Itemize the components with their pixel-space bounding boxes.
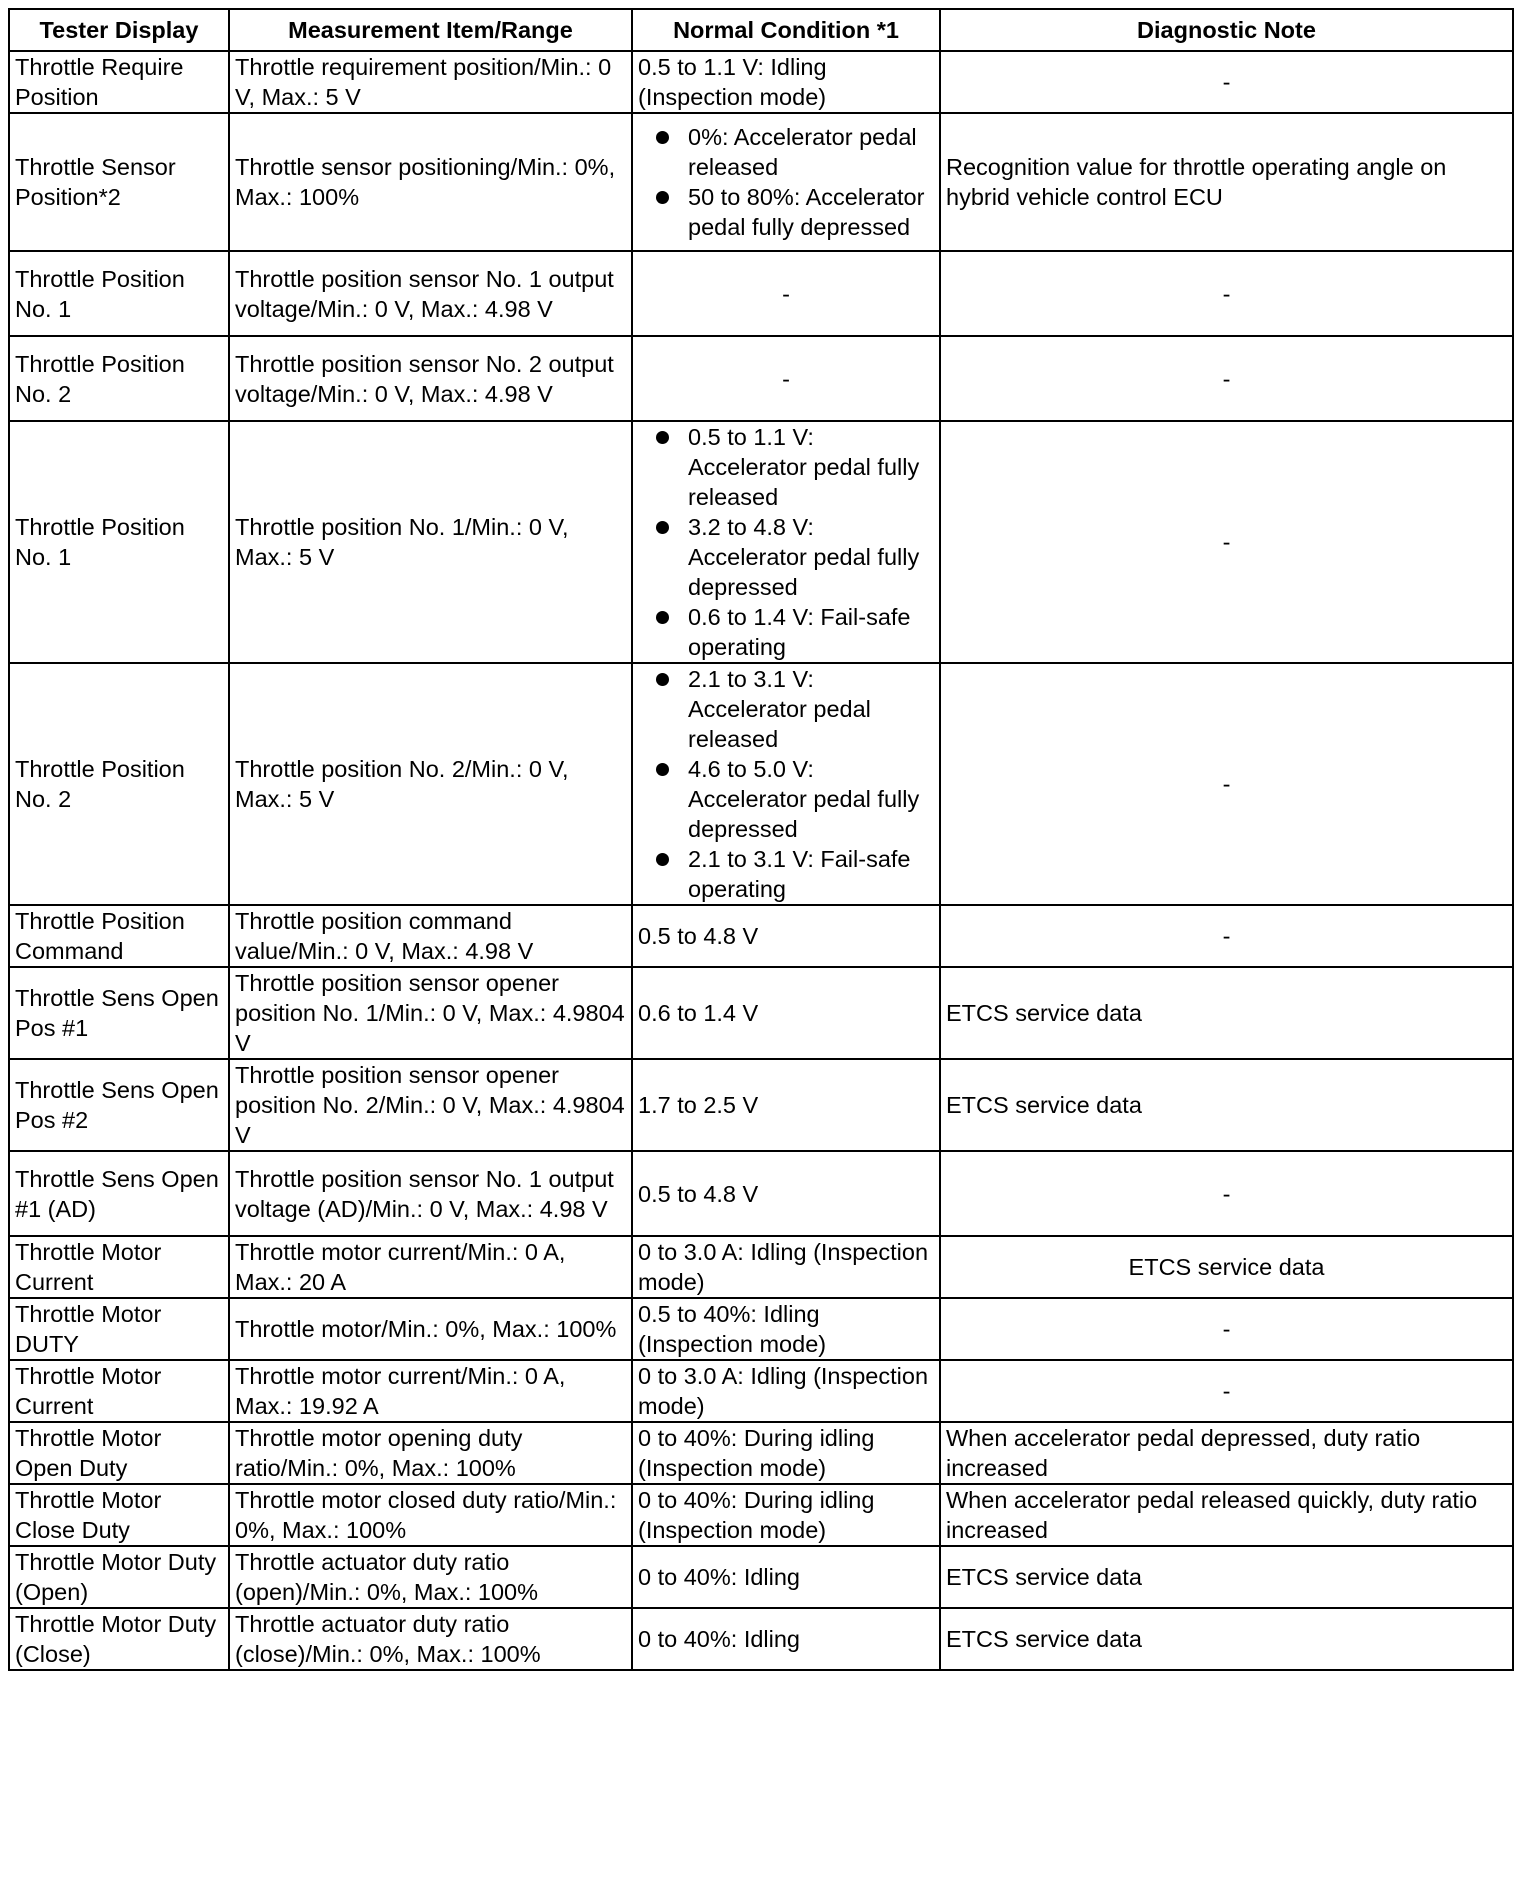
tester-display-cell: Throttle Position No. 2 bbox=[9, 336, 229, 421]
table-row bbox=[9, 1546, 1513, 1608]
table-row bbox=[9, 1422, 1513, 1484]
note-cell: When accelerator pedal depressed, duty ratio increased bbox=[940, 1422, 1513, 1484]
condition-cell: - bbox=[632, 251, 940, 336]
condition-bullet: 50 to 80%: Accelerator pedal fully depressed bbox=[638, 182, 934, 242]
data-list-table bbox=[8, 8, 1514, 1671]
condition-bullet: 0.6 to 1.4 V: Fail-safe operating bbox=[638, 602, 934, 662]
table-row bbox=[9, 251, 1513, 336]
note-cell: - bbox=[940, 905, 1513, 967]
condition-cell bbox=[632, 421, 940, 663]
condition-cell: 0.5 to 4.8 V bbox=[632, 1151, 940, 1236]
table-row bbox=[9, 1236, 1513, 1298]
note-cell: - bbox=[940, 663, 1513, 905]
table-row bbox=[9, 1298, 1513, 1360]
condition-bullet: 3.2 to 4.8 V: Accelerator pedal fully depressed bbox=[638, 512, 934, 602]
tester-display-cell: Throttle Motor Open Duty bbox=[9, 1422, 229, 1484]
tester-display-cell: Throttle Motor Current bbox=[9, 1236, 229, 1298]
table-row bbox=[9, 663, 1513, 905]
condition-cell: 1.7 to 2.5 V bbox=[632, 1059, 940, 1151]
tester-display-cell: Throttle Motor DUTY bbox=[9, 1298, 229, 1360]
note-cell: ETCS service data bbox=[940, 1059, 1513, 1151]
condition-cell: - bbox=[632, 336, 940, 421]
header-normal-condition: Normal Condition *1 bbox=[632, 9, 940, 51]
measurement-cell: Throttle position sensor No. 1 output voltage (AD)/Min.: 0 V, Max.: 4.98 V bbox=[229, 1151, 632, 1236]
header-tester-display: Tester Display bbox=[9, 9, 229, 51]
condition-bullet: 4.6 to 5.0 V: Accelerator pedal fully depressed bbox=[638, 754, 934, 844]
table-row bbox=[9, 967, 1513, 1059]
tester-display-cell: Throttle Require Position bbox=[9, 51, 229, 113]
condition-bullet: 0.5 to 1.1 V: Accelerator pedal fully released bbox=[638, 422, 934, 512]
measurement-cell: Throttle motor current/Min.: 0 A, Max.: 19.92 A bbox=[229, 1360, 632, 1422]
table-row bbox=[9, 1484, 1513, 1546]
condition-cell bbox=[632, 113, 940, 251]
data-list-container bbox=[8, 8, 1512, 1671]
table-row bbox=[9, 113, 1513, 251]
note-cell: When accelerator pedal released quickly, duty ratio increased bbox=[940, 1484, 1513, 1546]
condition-bullet: 0%: Accelerator pedal released bbox=[638, 122, 934, 182]
condition-bullet-list bbox=[638, 122, 934, 242]
table-row bbox=[9, 1151, 1513, 1236]
measurement-cell: Throttle position sensor No. 2 output voltage/Min.: 0 V, Max.: 4.98 V bbox=[229, 336, 632, 421]
condition-cell: 0 to 40%: During idling (Inspection mode) bbox=[632, 1484, 940, 1546]
measurement-cell: Throttle requirement position/Min.: 0 V, Max.: 5 V bbox=[229, 51, 632, 113]
table-row bbox=[9, 336, 1513, 421]
tester-display-cell: Throttle Motor Duty (Open) bbox=[9, 1546, 229, 1608]
condition-cell bbox=[632, 663, 940, 905]
table-row bbox=[9, 1059, 1513, 1151]
note-cell: - bbox=[940, 251, 1513, 336]
measurement-cell: Throttle position sensor opener position No. 1/Min.: 0 V, Max.: 4.9804 V bbox=[229, 967, 632, 1059]
condition-cell: 0 to 40%: Idling bbox=[632, 1608, 940, 1670]
table-row bbox=[9, 51, 1513, 113]
note-cell: - bbox=[940, 1151, 1513, 1236]
header-diagnostic-note: Diagnostic Note bbox=[940, 9, 1513, 51]
condition-cell: 0.5 to 4.8 V bbox=[632, 905, 940, 967]
measurement-cell: Throttle position No. 1/Min.: 0 V, Max.: 5 V bbox=[229, 421, 632, 663]
note-cell: ETCS service data bbox=[940, 967, 1513, 1059]
note-cell: ETCS service data bbox=[940, 1546, 1513, 1608]
tester-display-cell: Throttle Sens Open Pos #2 bbox=[9, 1059, 229, 1151]
measurement-cell: Throttle actuator duty ratio (close)/Min.: 0%, Max.: 100% bbox=[229, 1608, 632, 1670]
tester-display-cell: Throttle Motor Close Duty bbox=[9, 1484, 229, 1546]
note-cell: - bbox=[940, 1298, 1513, 1360]
condition-cell: 0 to 3.0 A: Idling (Inspection mode) bbox=[632, 1236, 940, 1298]
tester-display-cell: Throttle Sens Open Pos #1 bbox=[9, 967, 229, 1059]
measurement-cell: Throttle motor closed duty ratio/Min.: 0%, Max.: 100% bbox=[229, 1484, 632, 1546]
measurement-cell: Throttle position No. 2/Min.: 0 V, Max.: 5 V bbox=[229, 663, 632, 905]
table-row bbox=[9, 1360, 1513, 1422]
note-cell: ETCS service data bbox=[940, 1608, 1513, 1670]
note-cell: Recognition value for throttle operating angle on hybrid vehicle control ECU bbox=[940, 113, 1513, 251]
measurement-cell: Throttle motor opening duty ratio/Min.: 0%, Max.: 100% bbox=[229, 1422, 632, 1484]
note-cell: - bbox=[940, 51, 1513, 113]
tester-display-cell: Throttle Motor Duty (Close) bbox=[9, 1608, 229, 1670]
measurement-cell: Throttle actuator duty ratio (open)/Min.: 0%, Max.: 100% bbox=[229, 1546, 632, 1608]
header-measurement-item: Measurement Item/Range bbox=[229, 9, 632, 51]
condition-bullet-list bbox=[638, 422, 934, 662]
measurement-cell: Throttle motor/Min.: 0%, Max.: 100% bbox=[229, 1298, 632, 1360]
measurement-cell: Throttle position sensor No. 1 output voltage/Min.: 0 V, Max.: 4.98 V bbox=[229, 251, 632, 336]
note-cell: ETCS service data bbox=[940, 1236, 1513, 1298]
measurement-cell: Throttle motor current/Min.: 0 A, Max.: 20 A bbox=[229, 1236, 632, 1298]
measurement-cell: Throttle position sensor opener position No. 2/Min.: 0 V, Max.: 4.9804 V bbox=[229, 1059, 632, 1151]
tester-display-cell: Throttle Position Command bbox=[9, 905, 229, 967]
tester-display-cell: Throttle Position No. 2 bbox=[9, 663, 229, 905]
condition-cell: 0 to 40%: Idling bbox=[632, 1546, 940, 1608]
condition-cell: 0 to 3.0 A: Idling (Inspection mode) bbox=[632, 1360, 940, 1422]
condition-cell: 0 to 40%: During idling (Inspection mode) bbox=[632, 1422, 940, 1484]
note-cell: - bbox=[940, 421, 1513, 663]
header-row bbox=[9, 9, 1513, 51]
condition-bullet-list bbox=[638, 664, 934, 904]
measurement-cell: Throttle sensor positioning/Min.: 0%, Max.: 100% bbox=[229, 113, 632, 251]
tester-display-cell: Throttle Motor Current bbox=[9, 1360, 229, 1422]
condition-bullet: 2.1 to 3.1 V: Fail-safe operating bbox=[638, 844, 934, 904]
table-row bbox=[9, 905, 1513, 967]
note-cell: - bbox=[940, 1360, 1513, 1422]
condition-cell: 0.6 to 1.4 V bbox=[632, 967, 940, 1059]
condition-cell: 0.5 to 40%: Idling (Inspection mode) bbox=[632, 1298, 940, 1360]
condition-cell: 0.5 to 1.1 V: Idling (Inspection mode) bbox=[632, 51, 940, 113]
measurement-cell: Throttle position command value/Min.: 0 V, Max.: 4.98 V bbox=[229, 905, 632, 967]
tester-display-cell: Throttle Sens Open #1 (AD) bbox=[9, 1151, 229, 1236]
note-cell: - bbox=[940, 336, 1513, 421]
table-row bbox=[9, 421, 1513, 663]
condition-bullet: 2.1 to 3.1 V: Accelerator pedal released bbox=[638, 664, 934, 754]
tester-display-cell: Throttle Position No. 1 bbox=[9, 421, 229, 663]
table-row bbox=[9, 1608, 1513, 1670]
tester-display-cell: Throttle Position No. 1 bbox=[9, 251, 229, 336]
tester-display-cell: Throttle Sensor Position*2 bbox=[9, 113, 229, 251]
